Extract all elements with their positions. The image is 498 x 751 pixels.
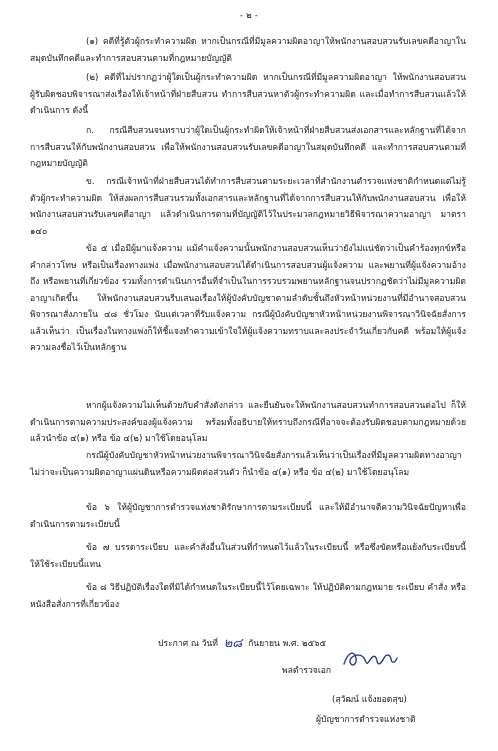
paragraph-clause-8: ข้อ ๘ วิธีปฏิบัติเรื่องใดที่มิได้กำหนดในระเบียบนี้ไว้โดยเฉพาะ ให้ปฏิบัติตามกฎหมาย ระเบียบ คำสั่ง หรือหนังสือสั่งการที่เกี่ยวข้อง [30,583,466,610]
handwritten-day: ๒๘ [223,636,243,651]
signatory-position: ผู้บัญชาการตำรวจแห่งชาติ [316,715,416,725]
handwritten-signature [340,646,400,672]
signatory-rank: พลตำรวจเอก [282,666,332,676]
paragraph-clause-5-criminal: กรณีผู้บังคับบัญชาหัวหน้าหน่วยงานพิจารณาวินิจฉัยสั่งการแล้วเห็นว่าเป็นเรื่องที่มีมูลความผิดทางอาญา ไม่ว่าจะเป็นความผิดอาญาแผ่นดินหรือความผิดต่อส่วนตัว ก็นำข้อ ๔(๑) หรือ ข้อ ๔(๒) มาใช้โดยอนุโลม [30,451,462,478]
paragraph-clause-6: ข้อ ๖ ให้ผู้บัญชาการตำรวจแห่งชาติรักษาการตามระเบียบนี้ และให้มีอำนาจตีความวินิจฉัยปัญหาเพื่อดำเนินการตามระเบียบนี้ [30,503,466,530]
paragraph-4-2-a: ก. กรณีสืบสวนจนทราบว่าผู้ใดเป็นผู้กระทำผิดให้เจ้าหน้าที่ฝ่ายสืบสวนส่งเอกสารและหลักฐานที่ได้จากการสืบสวนให้กับพนักงานสอบสวน เพื่อให้พนักงานสอบสวนรับเลขคดีอาญาในสมุดบันทึกคดี และทำการสอบสวนตามที่กฎหมายบัญญัติ [30,126,466,169]
paragraph-clause-5-objection: หากผู้แจ้งความไม่เห็นด้วยกับคำสั่งดังกล่าว และยืนยันจะให้พนักงานสอบสวนทำการสอบสวนต่อไป ก็ให้ดำเนินการตามความประสงค์ของผู้แจ้งความ พร้อมทั้งอธิบายให้ทราบถึงกรณีที่อาจจะต้องรับผิดชอบตามกฎหมายด้วย แล้วนำข้อ ๔(๑) หรือ ข้อ ๔(๒) มาใช้โดยอนุโลม [30,401,466,444]
paragraph-4-1: (๑) คดีที่รู้ตัวผู้กระทำความผิด หากเป็นกรณีที่มีมูลความผิดอาญาให้พนักงานสอบสวนรับเลขคดีอาญาในสมุดบันทึกคดีและทำการสอบสวนตามที่กฎหมายบัญญัติ [30,37,466,64]
paragraph-4-2-b: ข. กรณีเจ้าหน้าที่ฝ่ายสืบสวนได้ทำการสืบสวนตามระยะเวลาที่สำนักงานตำรวจแห่งชาติกำหนดแต่ไม่รู้ตัวผู้กระทำความผิด ให้ส่งผลการสืบสวนรวมทั้งเอกสารและหลักฐานที่ได้จากการสืบสวนให้กับพนักงานสอบสวน เพื่อให้พนักงานสอบสวนรับเลขคดีอาญา แล้วดำเนินการตามที่บัญญัติไว้ในประมวลกฎหมายวิธีพิจารณาความอาญา มาตรา ๑๔๐ [30,177,466,237]
signatory-name: (สุวัฒน์ แจ้งยอดสุข) [332,695,407,705]
page-number: - ๒ - [239,11,259,21]
paragraph-4-2: (๒) คดีที่ไม่ปรากฏว่าผู้ใดเป็นผู้กระทำความผิด หากเป็นกรณีที่มีมูลความผิดอาญา ให้พนักงานสอบสวนผู้รับผิดชอบพิจารณาส่งเรื่องให้เจ้าหน้าที่ฝ่ายสืบสวน ทำการสืบสวนหาตัวผู้กระทำความผิด และเมื่อทำการสืบสวนแล้วให้ดำเนินการ ดังนี้ [30,73,466,116]
paragraph-clause-7: ข้อ ๗ บรรดาระเบียบ และคำสั่งอื่นในส่วนที่กำหนดไว้แล้วในระเบียบนี้ หรือซึ่งขัดหรือแย้งกับระเบียบนี้ ให้ใช้ระเบียบนี้แทน [30,543,466,570]
paragraph-clause-5: ข้อ ๕ เมื่อมีผู้มาแจ้งความ แม้คำแจ้งความนั้นพนักงานสอบสวนเห็นว่ายังไม่แน่ชัดว่าเป็นคำร้องทุกข์หรือคำกล่าวโทษ หรือเป็นเรื่องทางแพ่ง เมื่อพนักงานสอบสวนได้ดำเนินการสอบสวนผู้แจ้งความ และพยานที่ผู้แจ้งความอ้างถึง หรือพยานที่เกี่ยวข้อง รวมทั้งการดำเนินการอื่นที่จำเป็นในการรวบรวมพยานหลักฐานจนปรากฏชัดว่าไม่มีมูลความผิดอาญาเกิดขึ้น ให้พนักงานสอบสวนรีบเสนอเรื่องให้ผู้บังคับบัญชาตามลำดับชั้นถึงหัวหน้าหน่วยงานที่มีอำนาจสอบสวน พิจารณาสั่งภายใน ๔๘ ชั่วโมง นับแต่เวลาที่รับแจ้งความ กรณีผู้บังคับบัญชาหัวหน้าหน่วยงานพิจารณาวินิจฉัยสั่งการแล้วเห็นว่า เป็นเรื่องในทางแพ่งก็ให้ชี้แจงทำความเข้าใจให้ผู้แจ้งความทราบและลงประจำวันเกี่ยวกับคดี พร้อมให้ผู้แจ้งความลงชื่อไว้เป็นหลักฐาน [30,244,466,353]
announcement-date: ประกาศ ณ วันที่ ๒๘ กันยายน พ.ศ. ๒๕๖๕ [158,636,327,651]
